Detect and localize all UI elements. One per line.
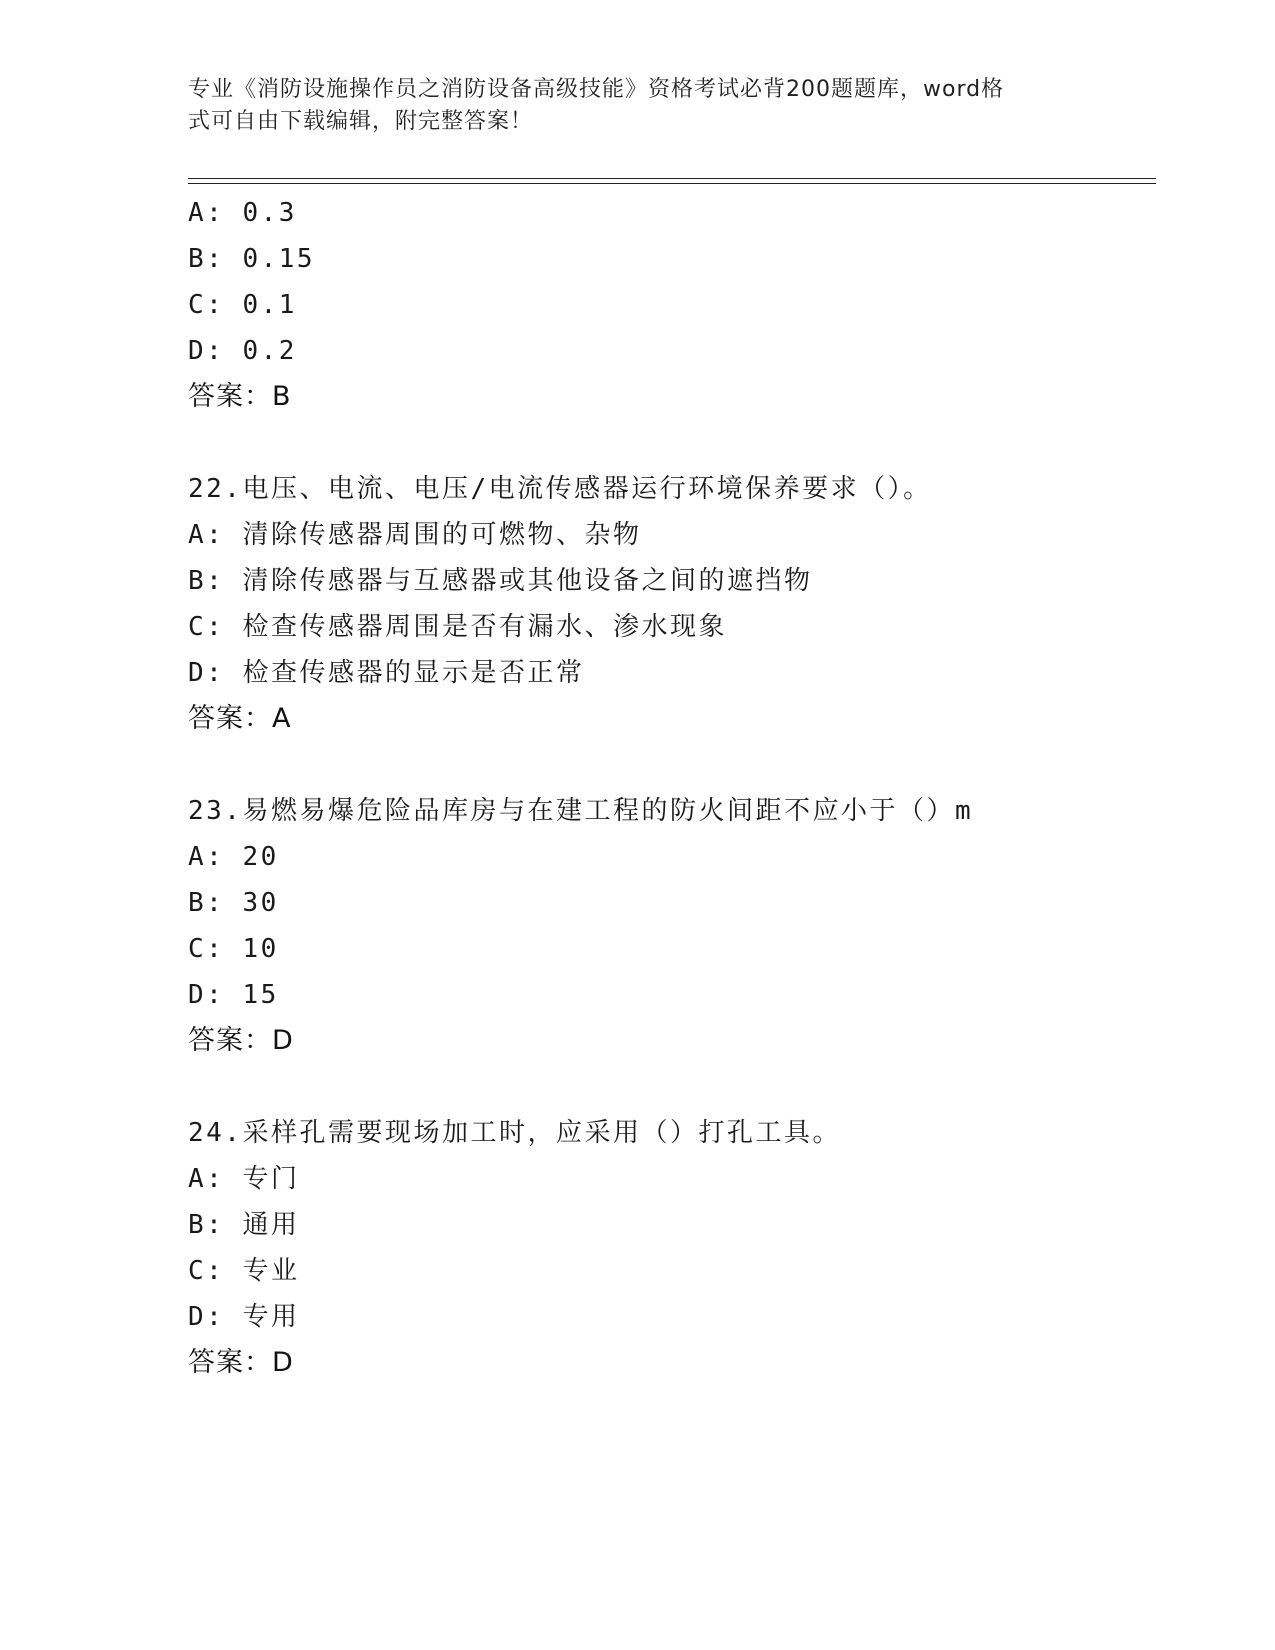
question-block-22 [188, 466, 1148, 742]
option-c: C: 检查传感器周围是否有漏水、渗水现象 [188, 612, 727, 642]
option-c: C: 专业 [188, 1256, 300, 1286]
option-a: A: 清除传感器周围的可燃物、杂物 [188, 520, 642, 550]
option-d: D: 15 [188, 980, 279, 1010]
header-line-1: 专业《消防设施操作员之消防设备高级技能》资格考试必背200题题库，word格 [188, 77, 1005, 102]
option-d: D: 专用 [188, 1302, 300, 1332]
answer-label: 答案：A [188, 703, 292, 734]
option-a: A: 20 [188, 842, 279, 872]
spacer [188, 420, 1148, 466]
answer-label: 答案：D [188, 1025, 294, 1056]
option-b: B: 0.15 [188, 244, 316, 274]
option-b: B: 清除传感器与互感器或其他设备之间的遮挡物 [188, 566, 813, 596]
option-c: C: 10 [188, 934, 279, 964]
question-list [188, 190, 1148, 1386]
option-b: B: 通用 [188, 1210, 300, 1240]
spacer [188, 742, 1148, 788]
answer-label: 答案：D [188, 1347, 294, 1378]
header-line-2: 式可自由下载编辑，附完整答案！ [188, 109, 534, 134]
header-divider-top [188, 178, 1156, 179]
question-stem: 23.易燃易爆危险品库房与在建工程的防火间距不应小于（）m [188, 796, 974, 826]
option-c: C: 0.1 [188, 290, 297, 320]
option-b: B: 30 [188, 888, 279, 918]
spacer [188, 1064, 1148, 1110]
question-block-23 [188, 788, 1148, 1064]
option-d: D: 0.2 [188, 336, 297, 366]
document-header [188, 74, 1088, 138]
option-d: D: 检查传感器的显示是否正常 [188, 658, 585, 688]
option-a: A: 专门 [188, 1164, 300, 1194]
question-stem: 24.采样孔需要现场加工时，应采用（）打孔工具。 [188, 1118, 841, 1148]
answer-label: 答案：B [188, 381, 292, 412]
question-block-21 [188, 190, 1148, 420]
question-stem: 22.电压、电流、电压/电流传感器运行环境保养要求（）。 [188, 474, 932, 504]
header-divider-bottom [188, 183, 1156, 184]
option-a: A: 0.3 [188, 198, 297, 228]
question-block-24 [188, 1110, 1148, 1386]
